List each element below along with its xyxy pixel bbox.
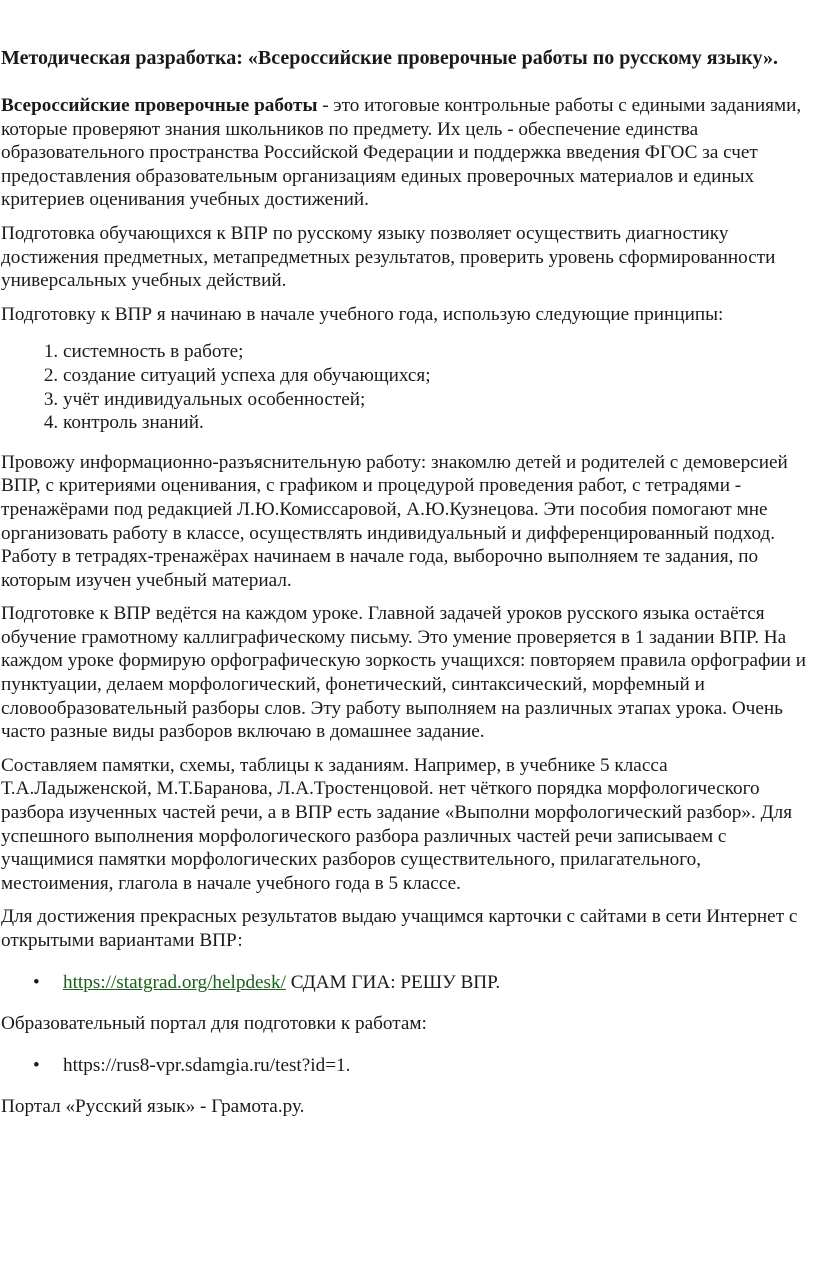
paragraph-lessons: Подготовке к ВПР ведётся на каждом уроке. Главной задачей уроков русского языка остаётся обучение грамотному каллиграфическому письму. Это умение проверяется в 1 задании ВПР. На каждом уроке формирую орфографическую зоркость учащихся: повторяем правила орфографии и пунктуации, делаем морфологический, фонетический, синтаксический, морфемный и словообразовательный разборы слов. Эту работу выполняем на различных этапах урока. Очень часто разные виды разборов включаю в домашнее задание. <box>1 603 807 743</box>
list-item <box>33 971 810 995</box>
list-item <box>33 1054 810 1078</box>
list-item: 1. системность в работе; <box>63 340 810 364</box>
document-title: Методическая разработка: «Всероссийские проверочные работы по русскому языку». <box>1 47 778 69</box>
intro-paragraph <box>1 94 810 212</box>
intro-text: - это итоговые контрольные работы с едиными заданиями, которые проверяют знания школьников по предмету. Их цель - обеспечение единства образовательного пространства Российской Федерации и поддержка введения ФГОС за счет предоставления образовательным организациям единых проверочных материалов и единых критериев оценивания учебных достижений. <box>1 95 802 211</box>
links-list-2 <box>1 1054 810 1078</box>
paragraph-portal: Образовательный портал для подготовки к работам: <box>1 1013 427 1035</box>
list-item: 4. контроль знаний. <box>63 411 810 435</box>
paragraph-gramota: Портал «Русский язык» - Грамота.ру. <box>1 1096 305 1118</box>
list-item: 3. учёт индивидуальных особенностей; <box>63 388 810 412</box>
intro-bold-term: Всероссийские проверочные работы <box>1 95 318 116</box>
paragraph-info-work: Провожу информационно-разъяснительную работу: знакомлю детей и родителей с демоверсией ВПР, с критериями оценивания, с графиком и процедурой проведения работ, с тетрадями - тренажёрами под редакцией Л.Ю.Комиссаровой, А.Ю.Кузнецова. Эти пособия помогают мне организовать работу в классе, осуществлять индивидуальный и дифференцированный подход. Работу в тетрадях-тренажёрах начинаем в начале года, выборочно выполняем те задания, по которым изучен учебный материал. <box>1 451 788 591</box>
paragraph-memos: Составляем памятки, схемы, таблицы к заданиям. Например, в учебнике 5 класса Т.А.Ладыженской, М.Т.Баранова, Л.А.Тростенцовой. нет чёткого порядка морфологического разбора изученных частей речи, а в ВПР есть задание «Выполни морфологический разбор». Для успешного выполнения морфологического разбора различных частей речи записываем с учащимися памятки морфологических разборов существительного, прилагательного, местоимения, глагола в начале учебного года в 5 классе. <box>1 754 793 894</box>
paragraph-diagnostics: Подготовка обучающихся к ВПР по русскому языку позволяет осуществить диагностику достижения предметных, метапредметных результатов, проверить уровень сформированности универсальных учебных действий. <box>1 222 776 292</box>
sdamgia-url-text: https://rus8-vpr.sdamgia.ru/test?id=1. <box>63 1054 351 1076</box>
paragraph-cards: Для достижения прекрасных результатов выдаю учащимся карточки с сайтами в сети Интернет с открытыми вариантами ВПР: <box>1 906 798 951</box>
statgrad-link[interactable]: https://statgrad.org/helpdesk/ <box>63 971 286 993</box>
links-list-1 <box>1 971 810 995</box>
link-suffix-text: СДАМ ГИА: РЕШУ ВПР. <box>285 971 501 993</box>
list-item: 2. создание ситуаций успеха для обучающихся; <box>63 364 810 388</box>
bullet-icon: • <box>33 1054 40 1076</box>
paragraph-principles-intro: Подготовку к ВПР я начинаю в начале учебного года, использую следующие принципы: <box>1 303 724 325</box>
principles-list <box>1 340 810 434</box>
bullet-icon: • <box>33 971 40 993</box>
